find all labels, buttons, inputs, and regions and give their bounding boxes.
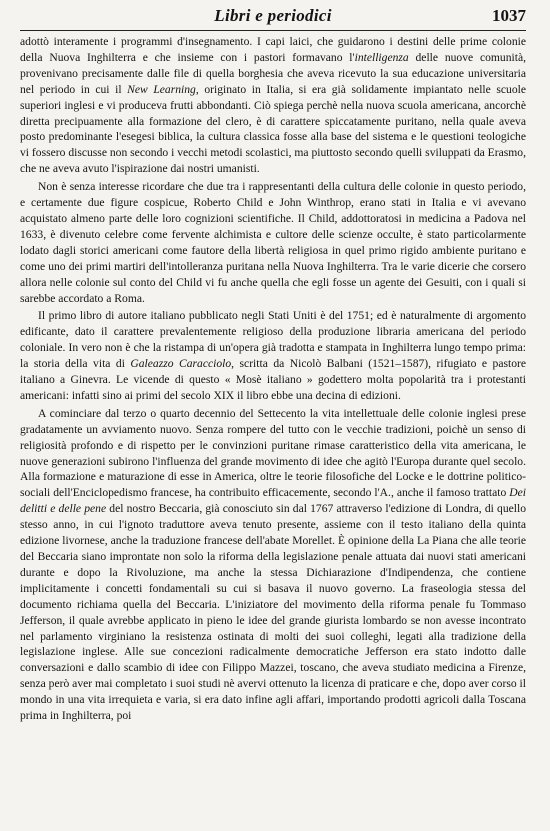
paragraph-4-italic-a: Dei delitti e delle pene	[20, 486, 526, 516]
running-title: Libri e periodici	[214, 6, 332, 25]
paragraph-1-italic-b: New Learning	[127, 82, 196, 96]
paragraph-3	[20, 308, 526, 403]
paragraph-3-italic-a: Galeazzo Caracciolo	[130, 357, 232, 371]
paragraph-1-text-a: adottò interamente i programmi d'insegnamento. I capi laici, che guidarono i destini delle prime colonie della Nuova Inghilterra e che insieme con i pastori formavano l'	[20, 35, 526, 64]
paragraph-2: Non è senza interesse ricordare che due tra i rappresentanti della cultura delle colonie in questo periodo, e certamente due figure cospicue, Roberto Child e John Winthrop, erano stati in Italia e vi avevano acquistato almeno parte delle loro cognizioni scientifiche. Il Child, addottoratosi in medicina a Padova nel 1633, è divenuto celebre come fervente alchimista e cultore delle scienze occulte, è stato particolarmente lodato dagli storici americani come fautore della libertà religiosa in quel primo rigido ambiente puritano e come uno dei primi martiri dell'intolleranza puritana nella Nuova Inghilterra. Tra le varie dicerie che corsero allora nelle colonie sul conto del Child vi fu anche quella che egli fosse un agente dei Gesuiti, con i quali si sarebbe accordato a Roma.	[20, 180, 526, 305]
paragraph-3-text-b: , scritta da Nicolò Balbani (1521–1587), rifugiato e pastore italiano a Ginevra. Le vicende di questo « Mosè italiano » godettero molta popolarità tra i protestanti americani: infatti sino ai primi del secolo XIX il libro ebbe una decina di edizioni.	[20, 357, 526, 402]
paragraph-1-text-b: delle nuove comunità, provenivano precisamente dalle file di quella borghesia che aveva ricevuto la sua educazione universitaria nel periodo in cui il	[20, 50, 526, 96]
header-rule	[20, 30, 526, 31]
running-header	[20, 6, 526, 28]
paragraph-1	[20, 34, 526, 177]
paragraph-3-text-a: Il primo libro di autore italiano pubblicato negli Stati Uniti è del 1751; ed è naturalmente di argomento edificante, dato il carattere prevalentemente religioso della produzione libraria americana del periodo coloniale. In vero non è che la ristampa di un'opera già tradotta e stampata in Inghilterra lungo tempo prima: la storia della vita di	[20, 309, 526, 371]
paragraph-4-text-a: A cominciare dal terzo o quarto decennio del Settecento la vita intellettuale delle colonie inglesi prese gradatamente un avviamento nuovo. Senza rompere del tutto con le vecchie tradizioni, poichè un senso di religiosità profondo e di rispetto per le convinzioni puritane rimase caratteristico della vita americana, le nuove generazioni subirono l'influenza del grande movimento di idee che agitò l'Europa durante quel secolo. Alla formazione e maturazione di esse in America, oltre le teorie filosofiche del Locke e le dottrine politico-sociali dell'Enciclopedismo francese, ha contribuito efficacemente, secondo l'A., anche il famoso trattato	[20, 406, 526, 500]
article-body	[20, 34, 526, 726]
paragraph-4-text-b: del nostro Beccaria, già conosciuto sin dal 1767 attraverso l'edizione di Londra, di quello stesso anno, in cui l'ignoto traduttore aveva tenuto presente, assieme con il testo italiano della quinta edizione livornese, anche la traduzione francese dell'abate Morellet. È opinione della La Piana che alle teorie del Beccaria siano improntate non solo la riforma della legislazione penale attuata dai nuovi stati americani durante e dopo la Rivoluzione, ma anche la stessa Dichiarazione d'Indipendenza, che contiene implicitamente i concetti fondamentali su cui si basava il nuovo governo. La fraseologia stessa del documento richiama quella del Beccaria. L'iniziatore del movimento della riforma penale fu Tommaso Jefferson, il quale avrebbe applicato in pieno le idee del grande giurista lombardo se non avesse incontrato nel parlamento virginiano la resistenza ostinata di molti dei suoi colleghi, legati alla tradizione della legislazione inglese. Alle sue concezioni radicalmente democratiche Jefferson era stato indotto dalle conversazioni e dallo scambio di idee con Filippo Mazzei, toscano, che aveva studiato medicina a Firenze, senza però aver mai completato i suoi studi nè avervi ottenuto la licenza di praticare e che, dopo aver corso il mondo in una vita irrequieta e varia, si era dato infine agli affari, importando prodotti agricoli dalla Toscana prima in Inghilterra, poi	[20, 502, 527, 723]
page-number: 1037	[492, 6, 526, 25]
paragraph-4	[20, 406, 526, 724]
paragraph-1-text-c: , originato in Italia, si era già solidamente impiantato nelle scuole superiori inglesi e vi produceva frutti abbondanti. Ciò spiega perchè nella nuova scuola americana, ancorchè diretta precipuamente alla formazione del clero, è di carattere spiccatamente puritano, nella quale aveva posto predominante l'esegesi biblica, la cultura classica fosse alla base del sistema e le questioni teologiche vi fossero discusse non secondo i vecchi metodi scolastici, ma piuttosto secondo quelli sviluppati da Erasmo, che ne aveva avuto l'ispirazione dai nostri umanisti.	[20, 82, 527, 176]
paragraph-1-italic-a: intelligenza	[354, 50, 409, 64]
